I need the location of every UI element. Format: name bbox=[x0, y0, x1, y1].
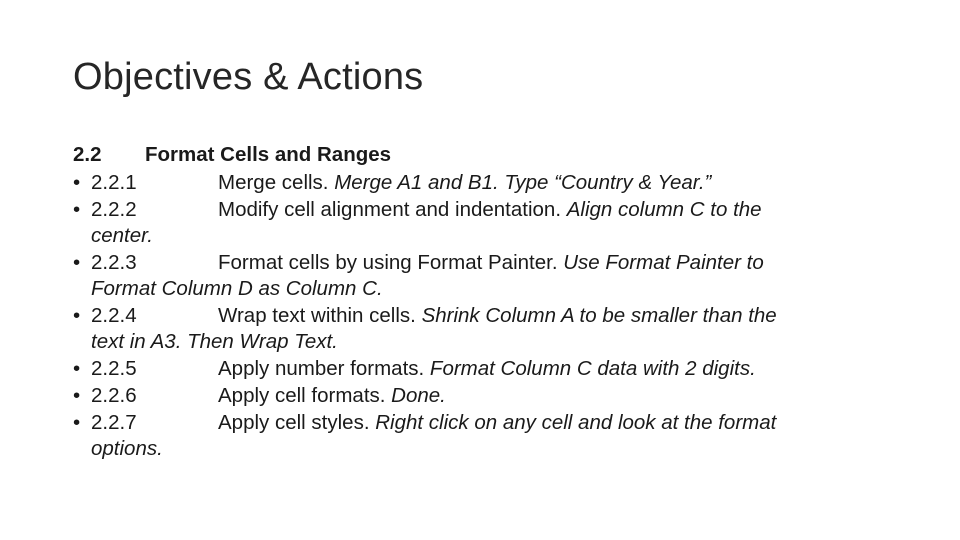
objective-instruction: Format Column C data with 2 digits. bbox=[429, 357, 756, 380]
bullet: • bbox=[73, 304, 81, 327]
objective-number: 2.2.7 bbox=[91, 411, 137, 434]
objective-instruction: Use Format Painter to bbox=[563, 251, 764, 274]
bullet: • bbox=[73, 198, 81, 221]
objective-instruction: Done. bbox=[391, 384, 446, 407]
slide-title: Objectives & Actions bbox=[73, 56, 424, 98]
objective-continuation: options. bbox=[91, 437, 163, 460]
objective-number: 2.2.5 bbox=[91, 357, 137, 380]
objective-instruction: Right click on any cell and look at the format bbox=[375, 411, 777, 434]
objective-description: Apply cell formats. bbox=[218, 384, 392, 407]
bullet: • bbox=[73, 411, 81, 434]
objective-number: 2.2.4 bbox=[91, 304, 137, 327]
list-item bbox=[73, 303, 893, 355]
section-number: 2.2 bbox=[73, 143, 102, 166]
objective-description: Apply cell styles. bbox=[218, 411, 376, 434]
list-item bbox=[73, 197, 893, 249]
list-item bbox=[73, 383, 893, 409]
objective-instruction: Shrink Column A to be smaller than the bbox=[421, 304, 777, 327]
list-item bbox=[73, 170, 893, 196]
objective-instruction: Align column C to the bbox=[566, 198, 762, 221]
slide-body bbox=[73, 142, 893, 463]
list-item bbox=[73, 356, 893, 382]
objective-description: Merge cells. bbox=[218, 171, 335, 194]
objective-description: Modify cell alignment and indentation. bbox=[218, 198, 567, 221]
objective-instruction: Merge A1 and B1. Type “Country & Year.” bbox=[334, 171, 712, 194]
bullet: • bbox=[73, 384, 81, 407]
bullet: • bbox=[73, 357, 81, 380]
objective-number: 2.2.1 bbox=[91, 171, 137, 194]
objective-continuation: Format Column D as Column C. bbox=[91, 277, 383, 300]
bullet: • bbox=[73, 251, 81, 274]
objective-description: Apply number formats. bbox=[218, 357, 430, 380]
section-heading bbox=[73, 142, 893, 170]
objective-list bbox=[73, 170, 893, 462]
objective-continuation: text in A3. Then Wrap Text. bbox=[91, 330, 338, 353]
list-item bbox=[73, 410, 893, 462]
objective-number: 2.2.3 bbox=[91, 251, 137, 274]
objective-number: 2.2.6 bbox=[91, 384, 137, 407]
section-title: Format Cells and Ranges bbox=[145, 143, 392, 166]
objective-description: Wrap text within cells. bbox=[218, 304, 422, 327]
list-item bbox=[73, 250, 893, 302]
objective-number: 2.2.2 bbox=[91, 198, 137, 221]
bullet: • bbox=[73, 171, 81, 194]
objective-continuation: center. bbox=[91, 224, 153, 247]
objective-description: Format cells by using Format Painter. bbox=[218, 251, 564, 274]
